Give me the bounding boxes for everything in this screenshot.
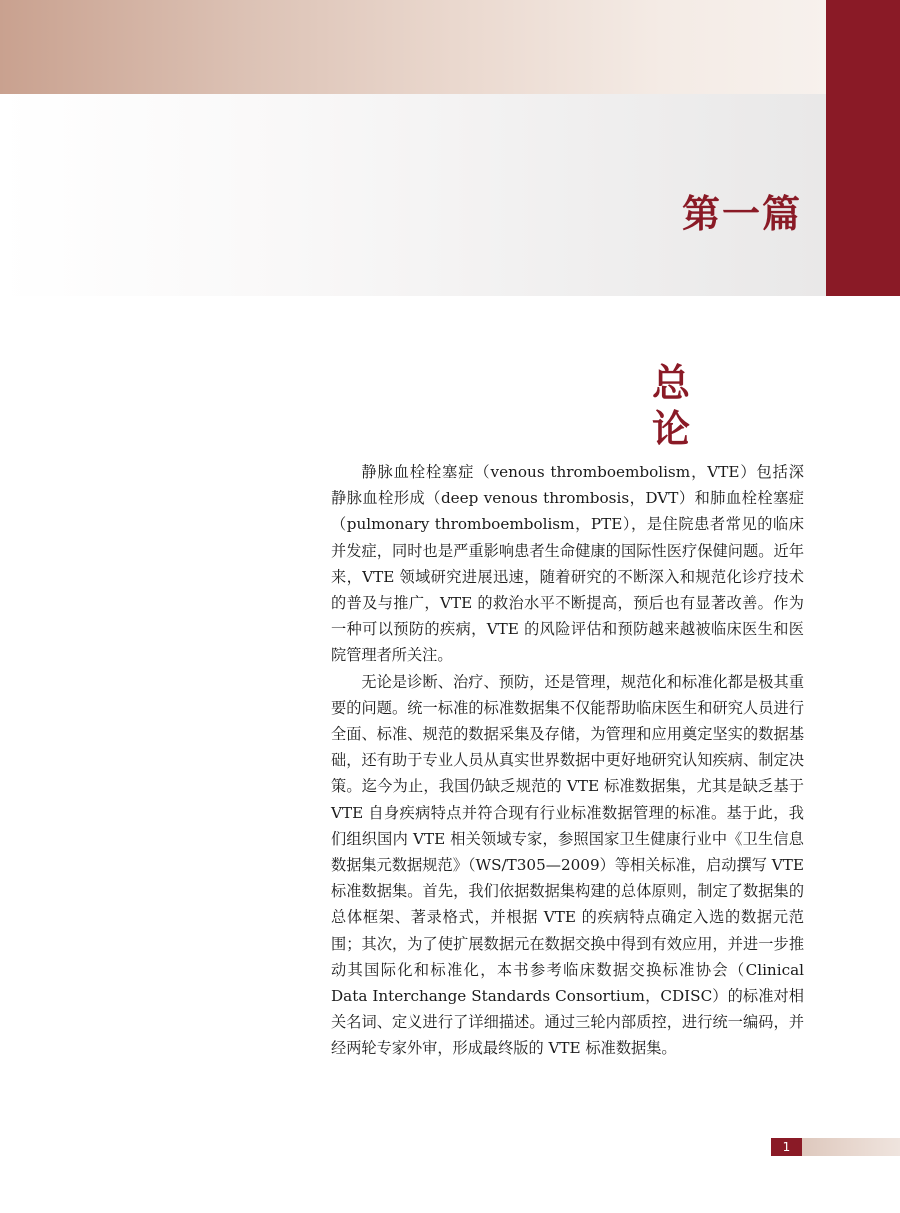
page-number: 1: [771, 1138, 802, 1156]
side-accent-bar: [826, 0, 900, 296]
paragraph-2: 无论是诊断、治疗、预防，还是管理，规范化和标准化都是极其重要的问题。统一标准的标准数据集不仅能帮助临床医生和研究人员进行全面、标准、规范的数据采集及存储，为管理和应用奠定坚实的数据基础，还有助于专业人员从真实世界数据中更好地研究认知疾病、制定决策。迄今为止，我国仍缺乏规范的 VTE 标准数据集，尤其是缺乏基于 VTE 自身疾病特点并符合现有行业标准数据管理的标准。基于此，我们组织国内 VTE 相关领域专家，参照国家卫生健康行业中《卫生信息数据集元数据规范》（WS/T305—2009）等相关标准，启动撰写 VTE 标准数据集。首先，我们依据数据集构建的总体原则，制定了数据集的总体框架、著录格式，并根据 VTE 的疾病特点确定入选的数据元范围；其次，为了使扩展数据元在数据交换中得到有效应用，并进一步推动其国际化和标准化，本书参考临床数据交换标准协会（Clinical Data Interchange Standards Consortium，CDISC）的标准对相关名词、定义进行了详细描述。通过三轮内部质控，进行统一编码，并经两轮专家外审，形成最终版的 VTE 标准数据集。: [331, 672, 804, 1058]
body-text: [331, 459, 804, 1062]
chapter-title: [652, 361, 800, 452]
paragraph-1: 静脉血栓栓塞症（venous thromboembolism，VTE）包括深静脉血栓形成（deep venous thrombosis，DVT）和肺血栓栓塞症（pulmonary thromboembolism，PTE），是住院患者常见的临床并发症，同时也是严重影响患者生命健康的国际性医疗保健问题。近年来，VTE 领域研究进展迅速，随着研究的不断深入和规范化诊疗技术的普及与推广，VTE 的救治水平不断提高，预后也有显著改善。作为一种可以预防的疾病，VTE 的风险评估和预防越来越被临床医生和医院管理者所关注。: [331, 463, 804, 665]
top-decorative-band: [0, 0, 826, 94]
part-title: 第一篇: [681, 192, 802, 236]
chapter-title-text: 总论: [651, 361, 762, 451]
